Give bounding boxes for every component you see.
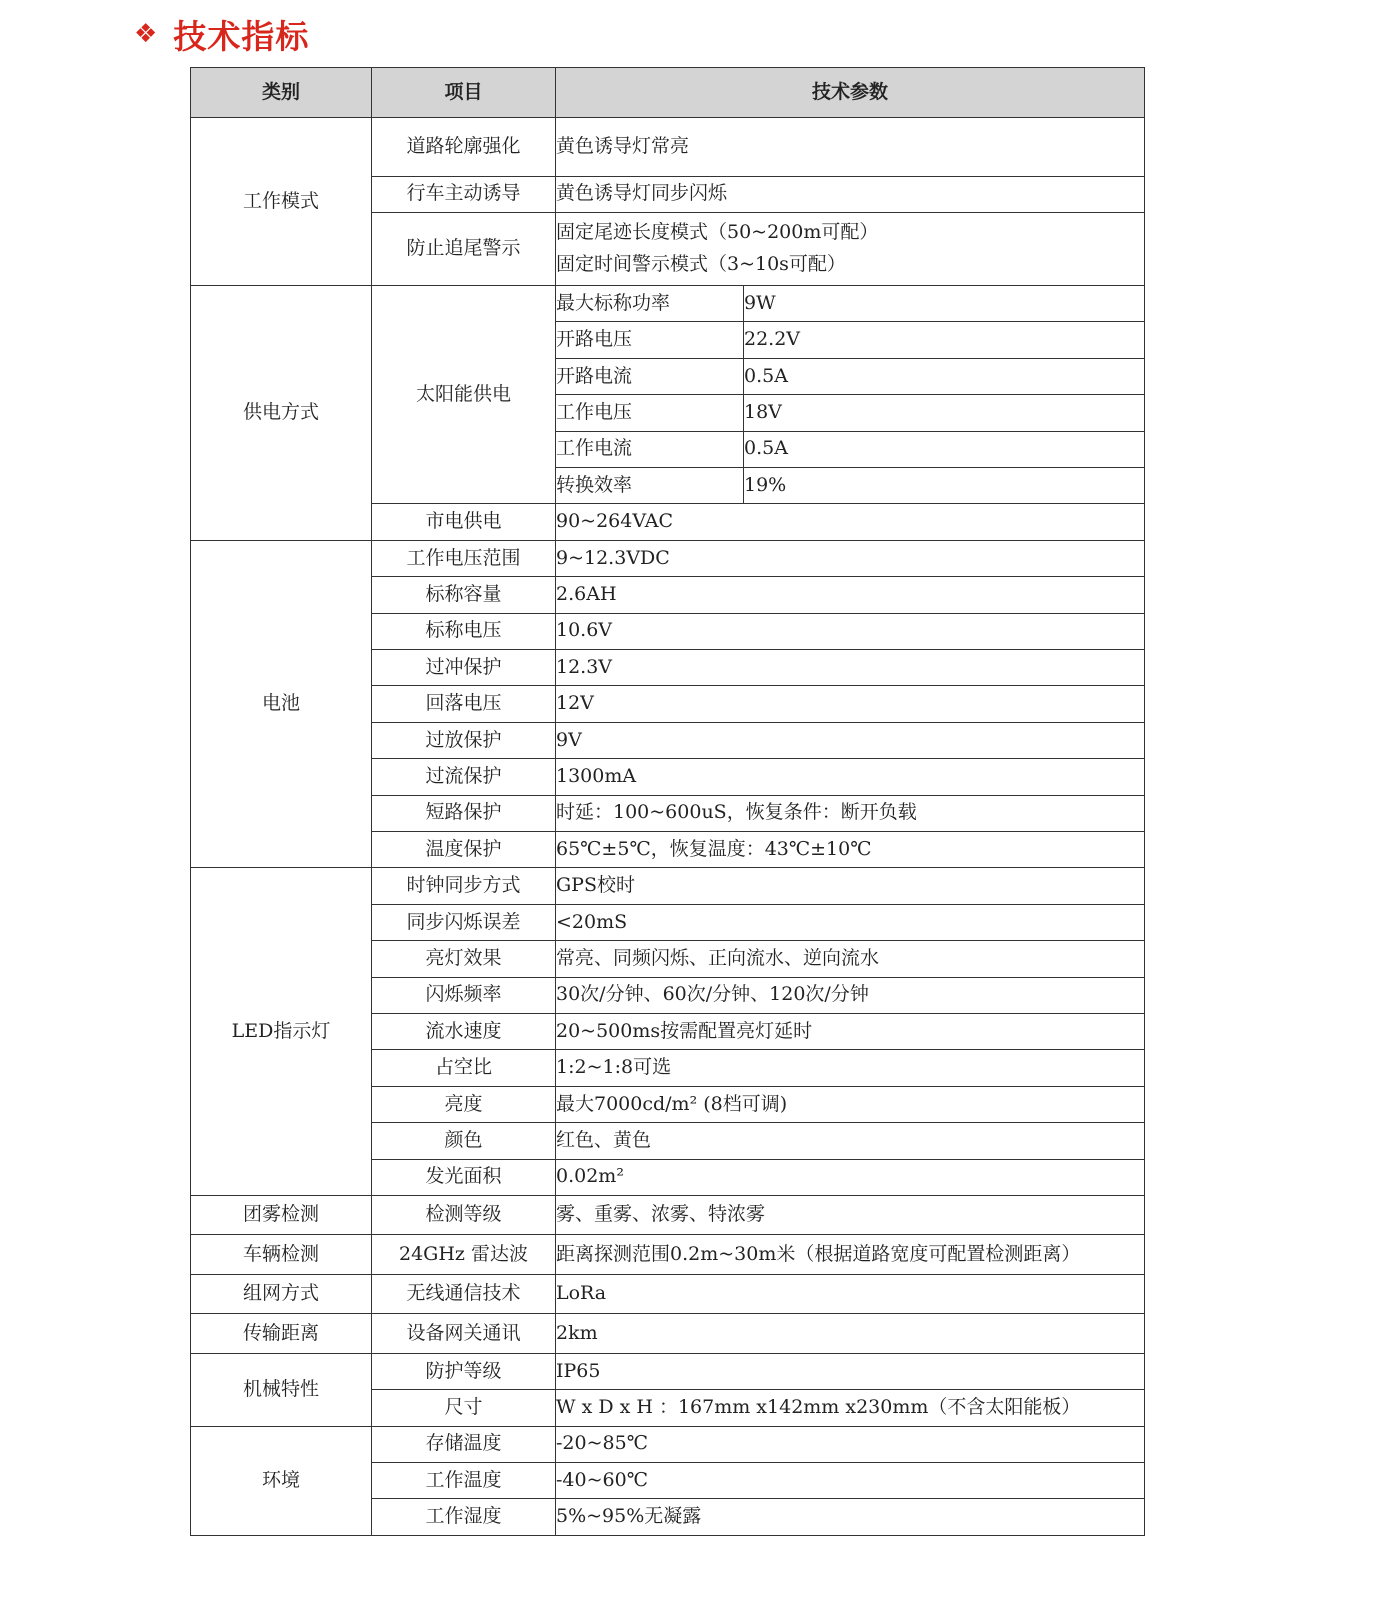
section-title: 技术指标 <box>173 16 310 56</box>
value-cell: 5%~95%无凝露 <box>556 1499 1145 1536</box>
item-cell: 道路轮廓强化 <box>372 118 556 177</box>
value-cell: 12.3V <box>556 649 1145 685</box>
item-cell: 市电供电 <box>372 504 556 540</box>
item-cell: 防止追尾警示 <box>372 213 556 286</box>
value-cell: 黄色诱导灯常亮 <box>556 118 1145 177</box>
value-cell: LoRa <box>556 1274 1145 1313</box>
item-cell: 无线通信技术 <box>372 1274 556 1313</box>
value-cell: 黄色诱导灯同步闪烁 <box>556 176 1145 212</box>
param-value-cell: 0.5A <box>744 358 1145 394</box>
table-row <box>191 1314 1145 1353</box>
category-cell: 电池 <box>191 540 372 868</box>
value-cell: 65℃±5℃，恢复温度：43℃±10℃ <box>556 831 1145 867</box>
item-cell: 亮灯效果 <box>372 941 556 977</box>
param-name-cell: 转换效率 <box>556 467 744 503</box>
category-cell: 组网方式 <box>191 1274 372 1313</box>
item-cell: 行车主动诱导 <box>372 176 556 212</box>
value-cell: 距离探测范围0.2m~30m米（根据道路宽度可配置检测距离） <box>556 1235 1145 1274</box>
value-cell: 10.6V <box>556 613 1145 649</box>
item-cell: 尺寸 <box>372 1390 556 1426</box>
item-cell: 24GHz 雷达波 <box>372 1235 556 1274</box>
param-value-cell: 19% <box>744 467 1145 503</box>
value-cell: <20mS <box>556 904 1145 940</box>
value-cell: IP65 <box>556 1353 1145 1389</box>
item-cell: 存储温度 <box>372 1426 556 1462</box>
item-cell: 亮度 <box>372 1086 556 1122</box>
value-cell: 30次/分钟、60次/分钟、120次/分钟 <box>556 977 1145 1013</box>
table-row <box>191 1196 1145 1235</box>
value-cell: 雾、重雾、浓雾、特浓雾 <box>556 1196 1145 1235</box>
table-row <box>191 1235 1145 1274</box>
category-cell: 传输距离 <box>191 1314 372 1353</box>
item-cell: 颜色 <box>372 1123 556 1159</box>
item-cell: 过放保护 <box>372 722 556 758</box>
param-name-cell: 工作电流 <box>556 431 744 467</box>
category-cell: 团雾检测 <box>191 1196 372 1235</box>
item-cell: 设备网关通讯 <box>372 1314 556 1353</box>
item-cell: 发光面积 <box>372 1159 556 1195</box>
value-cell: -20~85℃ <box>556 1426 1145 1462</box>
param-name-cell: 开路电流 <box>556 358 744 394</box>
spec-table <box>190 67 1145 1536</box>
value-cell: W x D x H ：167mm x142mm x230mm（不含太阳能板） <box>556 1390 1145 1426</box>
item-cell: 工作湿度 <box>372 1499 556 1536</box>
table-row <box>191 118 1145 177</box>
table-row <box>191 1353 1145 1389</box>
item-cell: 标称容量 <box>372 577 556 613</box>
item-cell: 时钟同步方式 <box>372 868 556 904</box>
value-cell: 20~500ms按需配置亮灯延时 <box>556 1014 1145 1050</box>
header-item: 项目 <box>372 68 556 118</box>
value-line: 固定尾迹长度模式（50~200m可配） <box>556 220 879 243</box>
item-cell: 同步闪烁误差 <box>372 904 556 940</box>
value-line: 固定时间警示模式（3~10s可配） <box>556 253 846 276</box>
item-cell: 检测等级 <box>372 1196 556 1235</box>
category-cell: 环境 <box>191 1426 372 1535</box>
item-cell: 闪烁频率 <box>372 977 556 1013</box>
table-row <box>191 868 1145 904</box>
item-cell: 回落电压 <box>372 686 556 722</box>
value-cell: 红色、黄色 <box>556 1123 1145 1159</box>
item-cell: 太阳能供电 <box>372 285 556 503</box>
param-name-cell: 最大标称功率 <box>556 285 744 321</box>
category-cell: LED指示灯 <box>191 868 372 1196</box>
item-cell: 流水速度 <box>372 1014 556 1050</box>
value-cell: 2km <box>556 1314 1145 1353</box>
category-cell: 供电方式 <box>191 285 372 540</box>
header-param: 技术参数 <box>556 68 1145 118</box>
diamond-bullet-icon: ❖ <box>134 19 158 49</box>
value-cell: GPS校时 <box>556 868 1145 904</box>
item-cell: 过冲保护 <box>372 649 556 685</box>
value-cell: 时延：100~600uS，恢复条件：断开负载 <box>556 795 1145 831</box>
value-cell: 0.02m² <box>556 1159 1145 1195</box>
value-cell: 90~264VAC <box>556 504 1145 540</box>
item-cell: 过流保护 <box>372 759 556 795</box>
param-name-cell: 开路电压 <box>556 322 744 358</box>
header-category: 类别 <box>191 68 372 118</box>
table-row <box>191 1274 1145 1313</box>
item-cell: 工作电压范围 <box>372 540 556 576</box>
item-cell: 工作温度 <box>372 1463 556 1499</box>
category-cell: 机械特性 <box>191 1353 372 1426</box>
param-value-cell: 9W <box>744 285 1145 321</box>
item-cell: 温度保护 <box>372 831 556 867</box>
value-cell: 12V <box>556 686 1145 722</box>
param-value-cell: 0.5A <box>744 431 1145 467</box>
value-cell: 常亮、同频闪烁、正向流水、逆向流水 <box>556 941 1145 977</box>
value-cell: 9V <box>556 722 1145 758</box>
item-cell: 防护等级 <box>372 1353 556 1389</box>
value-cell: 1300mA <box>556 759 1145 795</box>
table-row <box>191 1426 1145 1462</box>
value-cell: 9~12.3VDC <box>556 540 1145 576</box>
table-row <box>191 285 1145 321</box>
category-cell: 工作模式 <box>191 118 372 286</box>
value-cell <box>556 213 1145 286</box>
param-name-cell: 工作电压 <box>556 395 744 431</box>
table-row <box>191 540 1145 576</box>
table-header-row <box>191 68 1145 118</box>
section-heading <box>134 12 309 56</box>
value-cell: -40~60℃ <box>556 1463 1145 1499</box>
value-cell: 2.6AH <box>556 577 1145 613</box>
item-cell: 短路保护 <box>372 795 556 831</box>
item-cell: 标称电压 <box>372 613 556 649</box>
value-cell: 最大7000cd/m² (8档可调) <box>556 1086 1145 1122</box>
category-cell: 车辆检测 <box>191 1235 372 1274</box>
param-value-cell: 18V <box>744 395 1145 431</box>
value-cell: 1:2~1:8可选 <box>556 1050 1145 1086</box>
item-cell: 占空比 <box>372 1050 556 1086</box>
param-value-cell: 22.2V <box>744 322 1145 358</box>
